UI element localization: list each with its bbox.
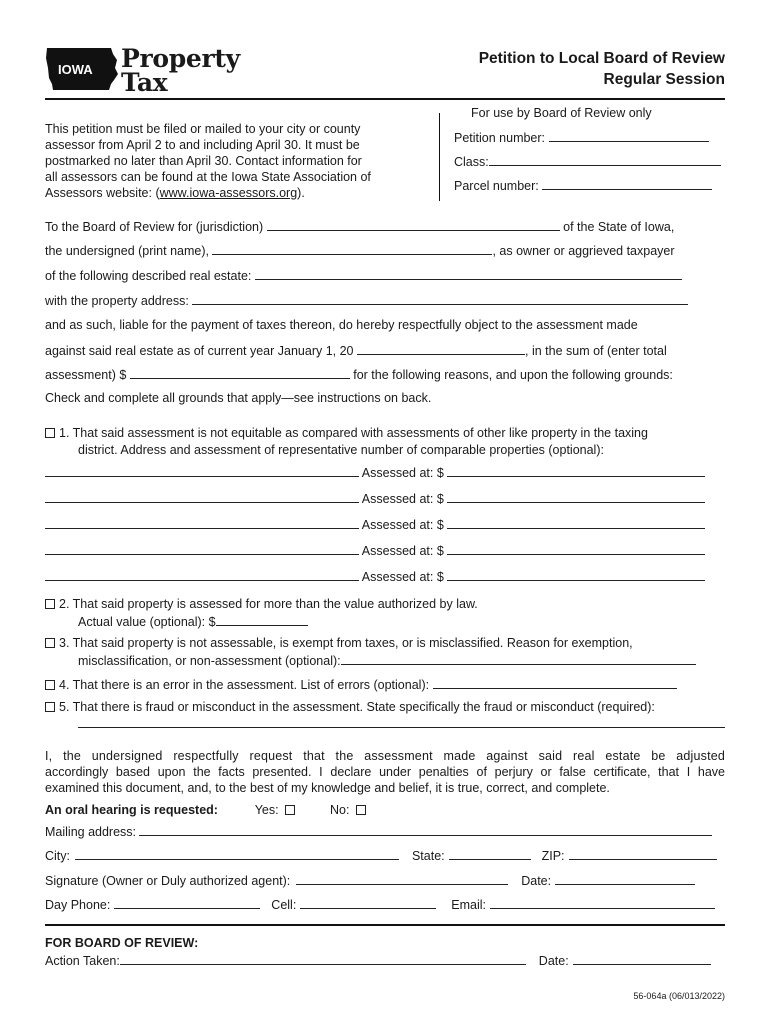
exemption-reason-input[interactable] <box>341 653 696 665</box>
ground-1-line2: district. Address and assessment of representative number of comparable properties (optional): <box>78 443 604 457</box>
ground-1-text: 1. That said assessment is not equitable as compared with assessments of other like property in the taxing <box>59 426 648 440</box>
office-box-divider <box>439 113 440 201</box>
mailing-address-input[interactable] <box>139 824 712 836</box>
actual-value-label: Actual value (optional): $ <box>78 615 216 629</box>
name-row <box>45 243 725 258</box>
class-label: Class: <box>454 155 489 169</box>
state-input[interactable] <box>449 848 531 860</box>
action-taken-label: Action Taken: <box>45 954 120 968</box>
signature-date-label: Date: <box>521 874 552 888</box>
jurisdiction-row <box>45 219 725 234</box>
zip-label: ZIP: <box>541 849 565 863</box>
board-date-input[interactable] <box>573 953 711 965</box>
exemption-reason-label: misclassification, or non-assessment (optional): <box>78 654 341 668</box>
signature-date-input[interactable] <box>555 873 695 885</box>
board-divider <box>45 924 725 926</box>
oral-hearing-label: An oral hearing is requested: <box>45 803 218 817</box>
assessors-website-link[interactable]: www.iowa-assessors.org <box>159 186 298 200</box>
fraud-details-input[interactable] <box>78 727 725 728</box>
body-line: and as such, liable for the payment of taxes thereon, do hereby respectfully object to the assessment made <box>45 318 638 332</box>
ground-5-text: 5. That there is fraud or misconduct in the assessment. State specifically the fraud or misconduct (required): <box>59 700 655 714</box>
ground-1 <box>45 426 725 440</box>
hearing-no-label: No: <box>330 803 350 817</box>
ground-3 <box>45 636 725 650</box>
hearing-yes-label: Yes: <box>254 803 279 817</box>
ground-4-checkbox[interactable] <box>45 680 55 690</box>
comparable-address-input[interactable] <box>45 517 359 529</box>
intro-line <box>45 185 371 201</box>
print-name-input[interactable] <box>212 243 492 255</box>
comparable-address-input[interactable] <box>45 543 359 555</box>
petition-number-field[interactable] <box>454 130 709 145</box>
year-label: against said real estate as of current year January 1, 20 <box>45 344 354 358</box>
declaration-line: examined this document, and, to the best of my knowledge and belief, it is true, correct, and complete. <box>45 781 610 795</box>
grounds-label: for the following reasons, and upon the following grounds: <box>353 368 673 382</box>
day-phone-input[interactable] <box>114 897 260 909</box>
assessed-value-input[interactable] <box>447 465 705 477</box>
errors-input[interactable] <box>433 677 677 689</box>
ground-1-checkbox[interactable] <box>45 428 55 438</box>
cell-input[interactable] <box>300 897 436 909</box>
comparable-row <box>45 491 725 506</box>
phone-row <box>45 897 725 912</box>
ground-5-checkbox[interactable] <box>45 702 55 712</box>
intro-line: postmarked no later than April 30. Contact information for <box>45 154 362 168</box>
logo-state-label: IOWA <box>58 62 93 77</box>
total-assessment-input[interactable] <box>130 367 350 379</box>
year-input[interactable] <box>357 343 525 355</box>
owner-label: , as owner or aggrieved taxpayer <box>492 244 675 258</box>
assessed-value-input[interactable] <box>447 569 705 581</box>
email-input[interactable] <box>490 897 715 909</box>
real-estate-label: of the following described real estate: <box>45 269 252 283</box>
declaration-line: I, the undersigned respectfully request that the assessment made against said real estate be adjusted <box>45 749 725 763</box>
jurisdiction-input[interactable] <box>267 219 560 231</box>
logo-property: Property <box>121 44 240 73</box>
ground-2-text: 2. That said property is assessed for more than the value authorized by law. <box>59 597 478 611</box>
class-field[interactable] <box>454 154 721 169</box>
property-address-input[interactable] <box>192 293 688 305</box>
comparable-row <box>45 569 725 584</box>
mailing-address-row <box>45 824 725 839</box>
board-heading: FOR BOARD OF REVIEW: <box>45 936 199 950</box>
intro-line5-suffix: ). <box>297 186 305 200</box>
assessed-at-label: Assessed at: $ <box>361 544 444 558</box>
signature-input[interactable] <box>296 873 508 885</box>
assessed-at-label: Assessed at: $ <box>361 518 444 532</box>
form-title-line1: Petition to Local Board of Review <box>478 50 725 67</box>
assessed-value-input[interactable] <box>447 491 705 503</box>
city-label: City: <box>45 849 70 863</box>
city-state-zip-row <box>45 848 725 863</box>
petition-number-label: Petition number: <box>454 131 546 145</box>
board-date-label: Date: <box>538 954 569 968</box>
assessment-row <box>45 367 725 382</box>
zip-input[interactable] <box>569 848 717 860</box>
ground-3-checkbox[interactable] <box>45 638 55 648</box>
action-taken-input[interactable] <box>120 953 526 965</box>
ground-4-text: 4. That there is an error in the assessment. List of errors (optional): <box>59 678 430 692</box>
city-input[interactable] <box>75 848 399 860</box>
real-estate-input[interactable] <box>255 268 682 280</box>
action-taken-row <box>45 953 725 968</box>
jurisdiction-label: To the Board of Review for (jurisdiction) <box>45 220 264 234</box>
instructions-line: Check and complete all grounds that apply—see instructions on back. <box>45 391 432 405</box>
intro-text <box>45 121 371 201</box>
ground-5 <box>45 700 725 714</box>
intro-line: assessor from April 2 to and including April 30. It must be <box>45 138 360 152</box>
email-label: Email: <box>451 898 487 912</box>
hearing-no-checkbox[interactable] <box>356 805 366 815</box>
day-phone-label: Day Phone: <box>45 898 111 912</box>
assessment-label: assessment) $ <box>45 368 127 382</box>
ground-4 <box>45 677 725 692</box>
signature-label: Signature (Owner or Duly authorized agent): <box>45 874 291 888</box>
real-estate-row <box>45 268 725 283</box>
comparable-row <box>45 517 725 532</box>
comparable-address-input[interactable] <box>45 491 359 503</box>
property-address-row <box>45 293 725 308</box>
sum-label: , in the sum of (enter total <box>525 344 667 358</box>
hearing-yes-checkbox[interactable] <box>285 805 295 815</box>
parcel-number-field[interactable] <box>454 178 712 193</box>
state-label: State: <box>411 849 445 863</box>
ground-3-text: 3. That said property is not assessable, is exempt from taxes, or is misclassified. Reason for exemption, <box>59 636 633 650</box>
header-divider <box>45 98 725 100</box>
actual-value-input[interactable] <box>216 614 308 626</box>
intro-line5-prefix: Assessors website: ( <box>45 186 160 200</box>
assessed-value-input[interactable] <box>447 543 705 555</box>
assessed-value-input[interactable] <box>447 517 705 529</box>
print-name-label: the undersigned (print name), <box>45 244 209 258</box>
actual-value-row <box>78 614 725 629</box>
parcel-number-label: Parcel number: <box>454 179 539 193</box>
comparable-address-input[interactable] <box>45 569 359 581</box>
comparable-row <box>45 543 725 558</box>
intro-line: This petition must be filed or mailed to your city or county <box>45 122 361 136</box>
signature-row <box>45 873 725 888</box>
comparable-row <box>45 465 725 480</box>
declaration-line: accordingly based upon the facts presented. I declare under penalties of perjury or false certificate, that I have <box>45 765 725 779</box>
assessed-at-label: Assessed at: $ <box>361 466 444 480</box>
declaration <box>45 748 725 796</box>
ground-2 <box>45 597 725 611</box>
comparable-address-input[interactable] <box>45 465 359 477</box>
assessed-at-label: Assessed at: $ <box>361 570 444 584</box>
intro-line: all assessors can be found at the Iowa State Association of <box>45 170 371 184</box>
mailing-address-label: Mailing address: <box>45 825 137 839</box>
oral-hearing-row <box>45 803 725 817</box>
property-address-label: with the property address: <box>45 294 189 308</box>
state-of-iowa-label: of the State of Iowa, <box>563 220 675 234</box>
exemption-reason-row <box>78 653 725 668</box>
year-row <box>45 343 725 358</box>
logo-tax: Tax <box>121 68 168 97</box>
ground-2-checkbox[interactable] <box>45 599 55 609</box>
assessed-at-label: Assessed at: $ <box>361 492 444 506</box>
form-title-line2: Regular Session <box>603 71 725 88</box>
office-use-heading: For use by Board of Review only <box>471 106 652 120</box>
form-id: 56-064a (06/013/2022) <box>633 991 725 1001</box>
cell-label: Cell: <box>271 898 297 912</box>
